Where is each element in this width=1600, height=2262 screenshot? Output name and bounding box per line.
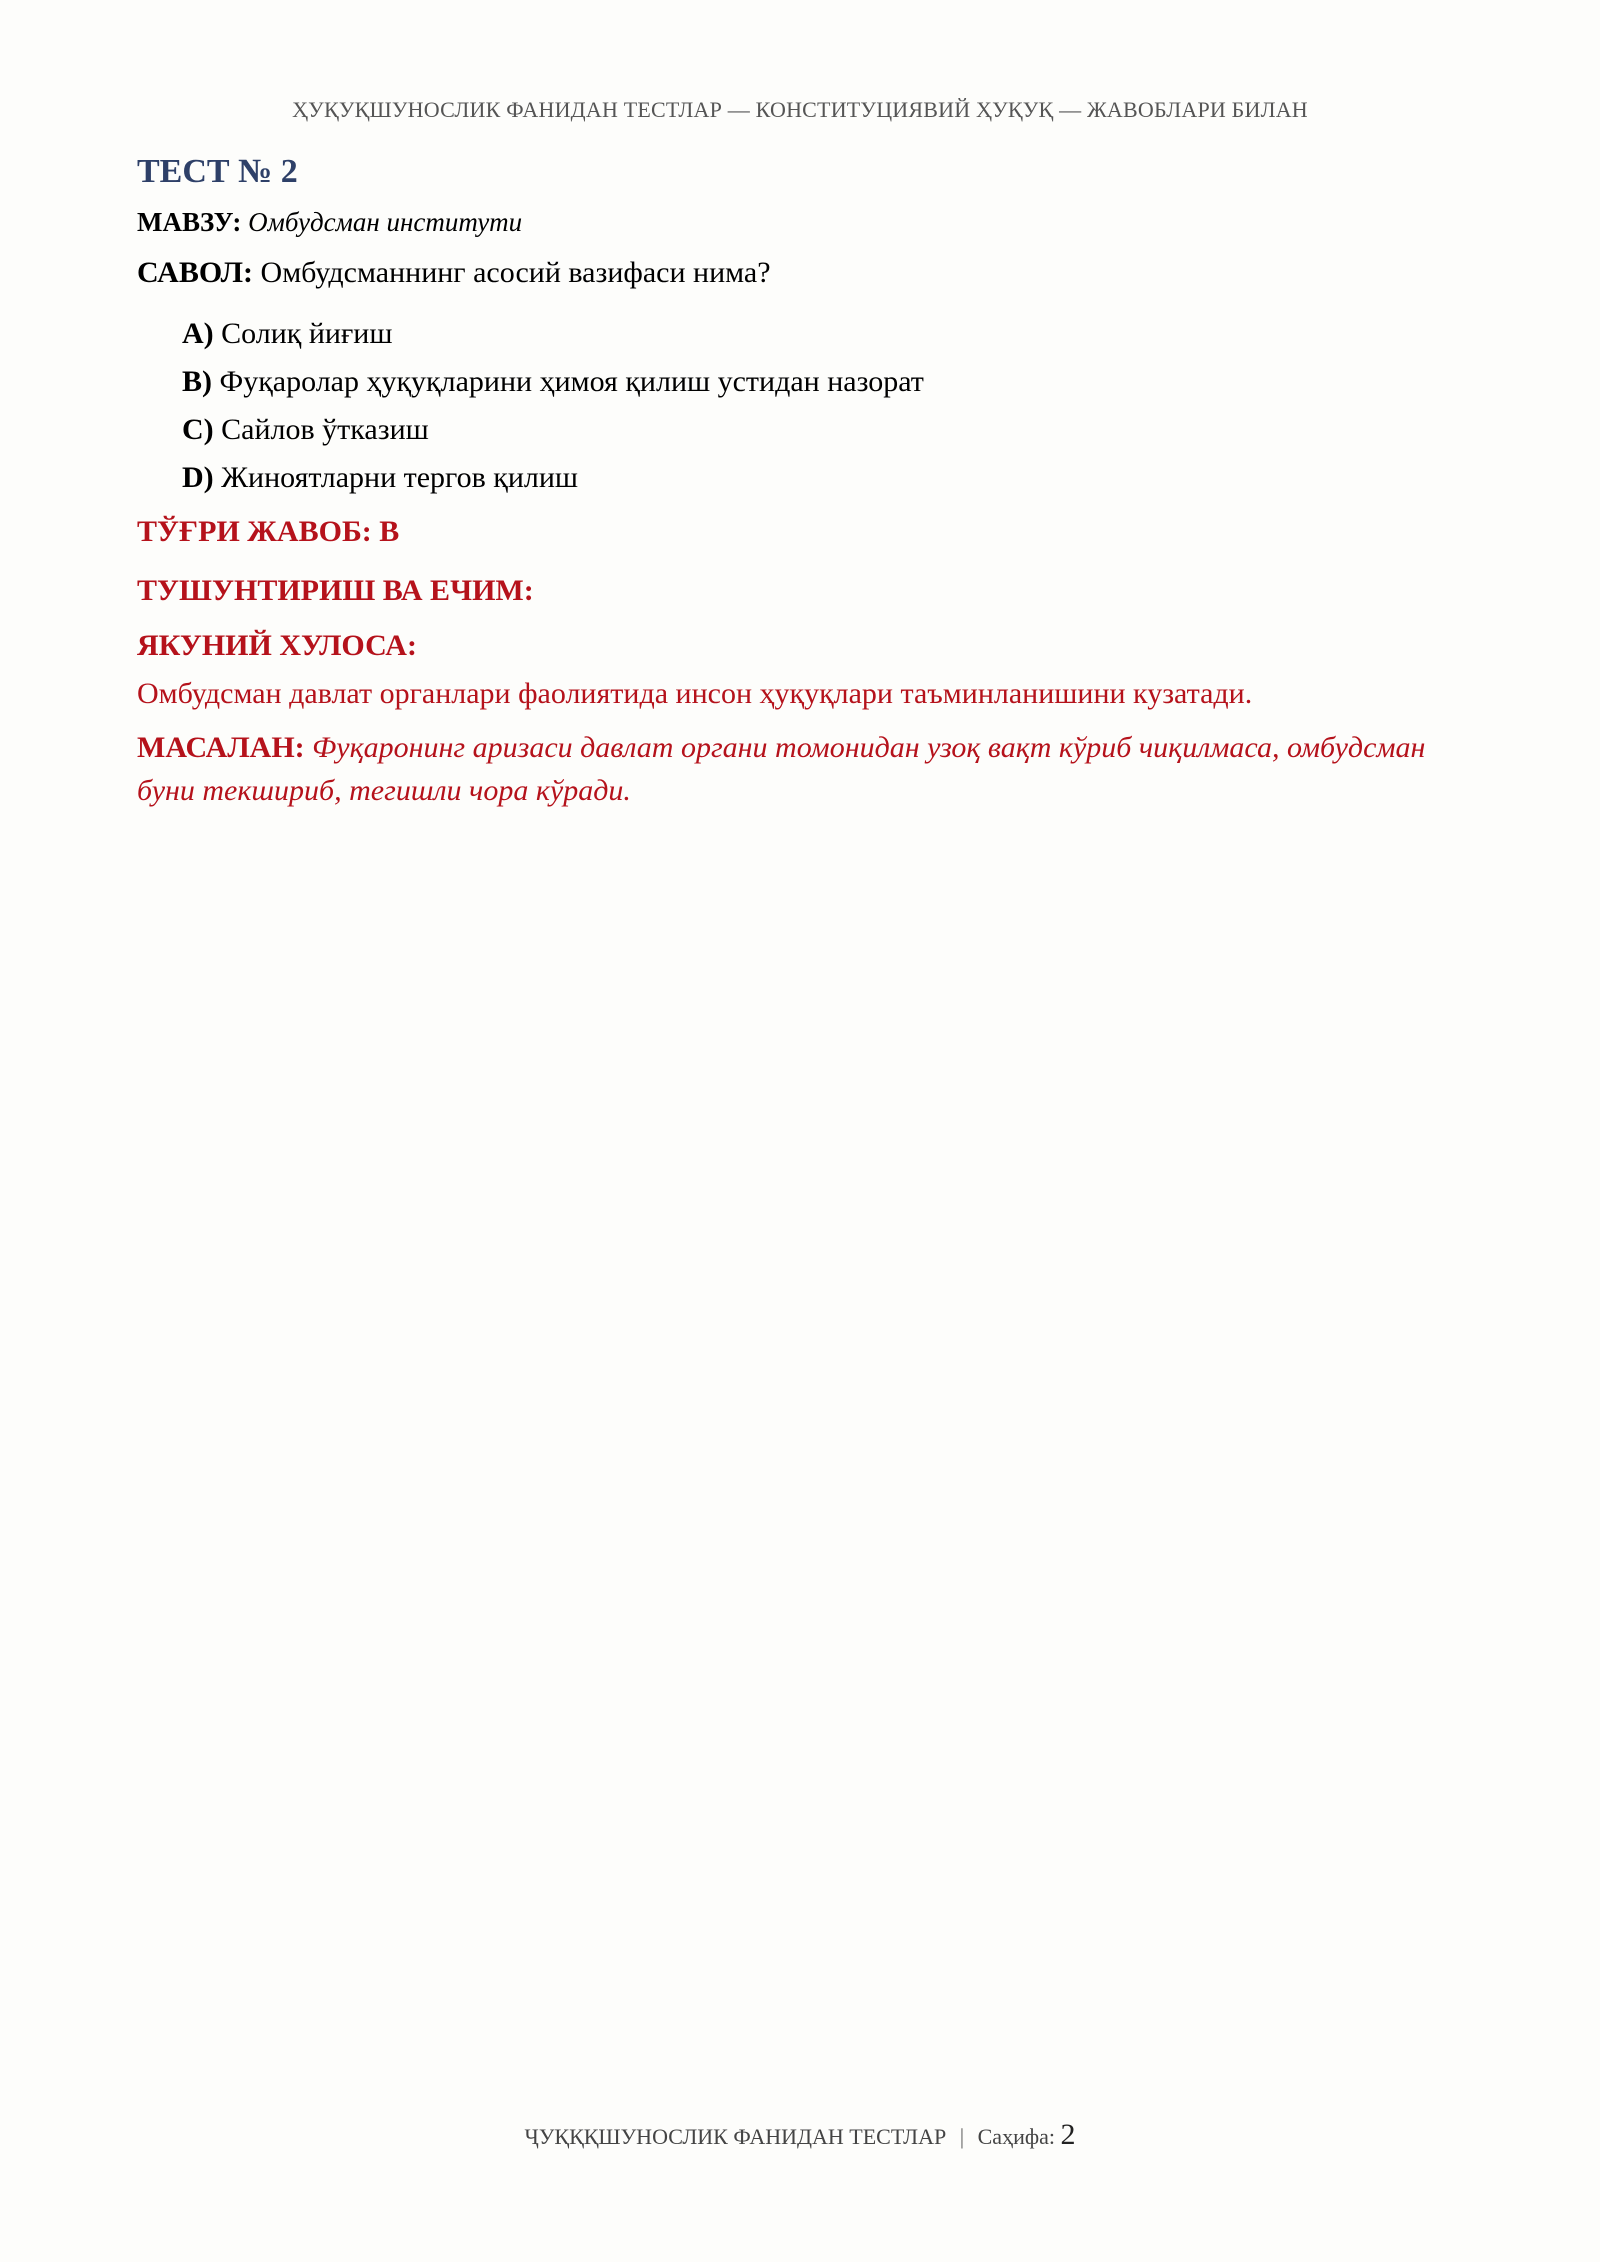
option-c	[182, 406, 1467, 454]
question-line	[137, 253, 1467, 293]
option-d	[182, 454, 1467, 502]
test-title: ТЕСТ № 2	[137, 153, 298, 190]
page-number: 2	[1060, 2118, 1076, 2151]
conclusion-heading: ЯКУНИЙ ХУЛОСА:	[137, 629, 417, 662]
example-paragraph	[137, 726, 1467, 812]
option-text: Солиқ йиғиш	[221, 317, 393, 350]
option-text: Жиноятларни тергов қилиш	[221, 461, 579, 494]
topic-line	[137, 204, 1467, 240]
option-letter: D)	[182, 461, 214, 494]
page-footer	[0, 2118, 1600, 2152]
question-text: Омбудсманнинг асосий вазифаси нима?	[260, 256, 771, 289]
topic-label: МАВЗУ:	[137, 207, 242, 237]
example-label: МАСАЛАН:	[137, 731, 305, 764]
example-text: Фуқаронинг аризаси давлат органи томонидан узоқ вақт кўриб чиқилмаса, омбудсман буни текшириб, тегишли чора кўради.	[137, 731, 1426, 807]
option-letter: B)	[182, 365, 212, 398]
answer-options	[182, 310, 1467, 502]
option-a	[182, 310, 1467, 358]
footer-doc-title: ҶУҚҚҚШУНОСЛИК ФАНИДАН ТЕСТЛАР	[524, 2124, 947, 2149]
footer-separator: |	[959, 2124, 965, 2149]
option-letter: A)	[182, 317, 214, 350]
conclusion-text: Омбудсман давлат органлари фаолиятида инсон ҳуқуқлари таъминланишини кузатади.	[137, 677, 1253, 710]
footer-page-label: Саҳифа:	[977, 2124, 1055, 2149]
topic-value: Омбудсман институти	[248, 207, 523, 237]
correct-answer: ТЎҒРИ ЖАВОБ: B	[137, 515, 400, 548]
test-content	[137, 150, 1467, 812]
question-label: САВОЛ:	[137, 256, 254, 289]
explanation-heading: ТУШУНТИРИШ ВА ЕЧИМ:	[137, 574, 534, 607]
option-letter: C)	[182, 413, 214, 446]
option-text: Фуқаролар ҳуқуқларини ҳимоя қилиш устидан назорат	[219, 365, 924, 398]
option-text: Сайлов ўтказиш	[221, 413, 429, 446]
option-b	[182, 358, 1467, 406]
running-header: ҲУҚУҚШУНОСЛИК ФАНИДАН ТЕСТЛАР — КОНСТИТУЦИЯВИЙ ҲУҚУҚ — ЖАВОБЛАРИ БИЛАН	[292, 97, 1308, 122]
